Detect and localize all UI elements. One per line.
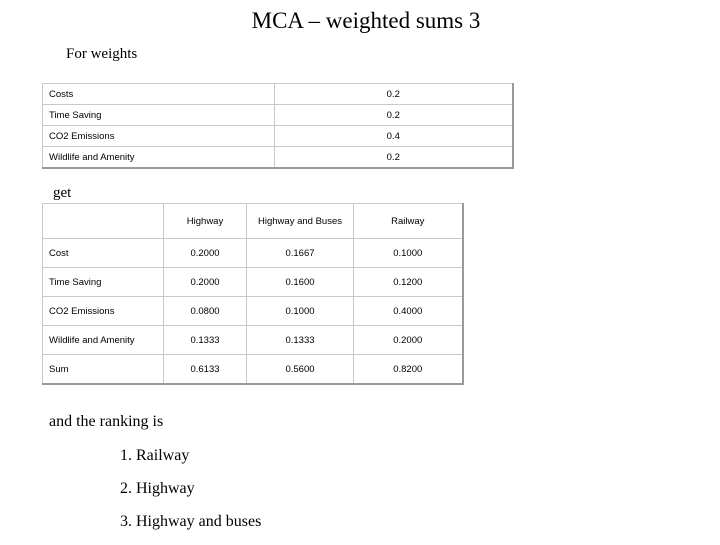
weights-table bbox=[42, 83, 514, 169]
table-row bbox=[43, 268, 463, 297]
header-row bbox=[43, 204, 463, 239]
score-cell: 0.1333 bbox=[247, 326, 354, 355]
weight-cell: 0.2 bbox=[275, 84, 513, 105]
column-header: Railway bbox=[354, 204, 463, 239]
score-cell: 0.8200 bbox=[354, 355, 463, 385]
get-label: get bbox=[53, 185, 72, 201]
ranking-list bbox=[120, 446, 261, 545]
table-row bbox=[43, 105, 513, 126]
criterion-cell: CO2 Emissions bbox=[43, 126, 275, 147]
row-label: Wildlife and Amenity bbox=[43, 326, 164, 355]
score-cell: 0.4000 bbox=[354, 297, 463, 326]
criterion-cell: Time Saving bbox=[43, 105, 275, 126]
score-cell: 0.1000 bbox=[354, 239, 463, 268]
column-header: Highway and Buses bbox=[247, 204, 354, 239]
table-row bbox=[43, 297, 463, 326]
list-item: 1. Railway bbox=[120, 447, 190, 464]
score-cell: 0.2000 bbox=[164, 239, 247, 268]
score-cell: 0.1200 bbox=[354, 268, 463, 297]
score-cell: 0.0800 bbox=[164, 297, 247, 326]
weight-cell: 0.2 bbox=[275, 147, 513, 169]
table-row bbox=[43, 84, 513, 105]
page-title: MCA – weighted sums 3 bbox=[251, 8, 481, 33]
list-item: 3. Highway and buses bbox=[120, 513, 262, 530]
table-row bbox=[43, 126, 513, 147]
criterion-cell: Wildlife and Amenity bbox=[43, 147, 275, 169]
score-cell: 0.2000 bbox=[354, 326, 463, 355]
score-cell: 0.5600 bbox=[247, 355, 354, 385]
column-header bbox=[43, 204, 164, 239]
score-cell: 0.1000 bbox=[247, 297, 354, 326]
score-cell: 0.6133 bbox=[164, 355, 247, 385]
weights-intro: For weights bbox=[66, 46, 138, 62]
row-label: CO2 Emissions bbox=[43, 297, 164, 326]
score-cell: 0.1600 bbox=[247, 268, 354, 297]
list-item: 2. Highway bbox=[120, 480, 195, 497]
row-label: Cost bbox=[43, 239, 164, 268]
criterion-cell: Costs bbox=[43, 84, 275, 105]
score-cell: 0.1667 bbox=[247, 239, 354, 268]
weight-cell: 0.2 bbox=[275, 105, 513, 126]
table-row bbox=[43, 239, 463, 268]
table-row bbox=[43, 147, 513, 169]
row-label: Time Saving bbox=[43, 268, 164, 297]
weight-cell: 0.4 bbox=[275, 126, 513, 147]
table-row bbox=[43, 326, 463, 355]
table-row bbox=[43, 355, 463, 385]
column-header: Highway bbox=[164, 204, 247, 239]
ranking-intro: and the ranking is bbox=[49, 413, 164, 430]
results-table bbox=[42, 203, 464, 385]
score-cell: 0.1333 bbox=[164, 326, 247, 355]
row-label: Sum bbox=[43, 355, 164, 385]
score-cell: 0.2000 bbox=[164, 268, 247, 297]
